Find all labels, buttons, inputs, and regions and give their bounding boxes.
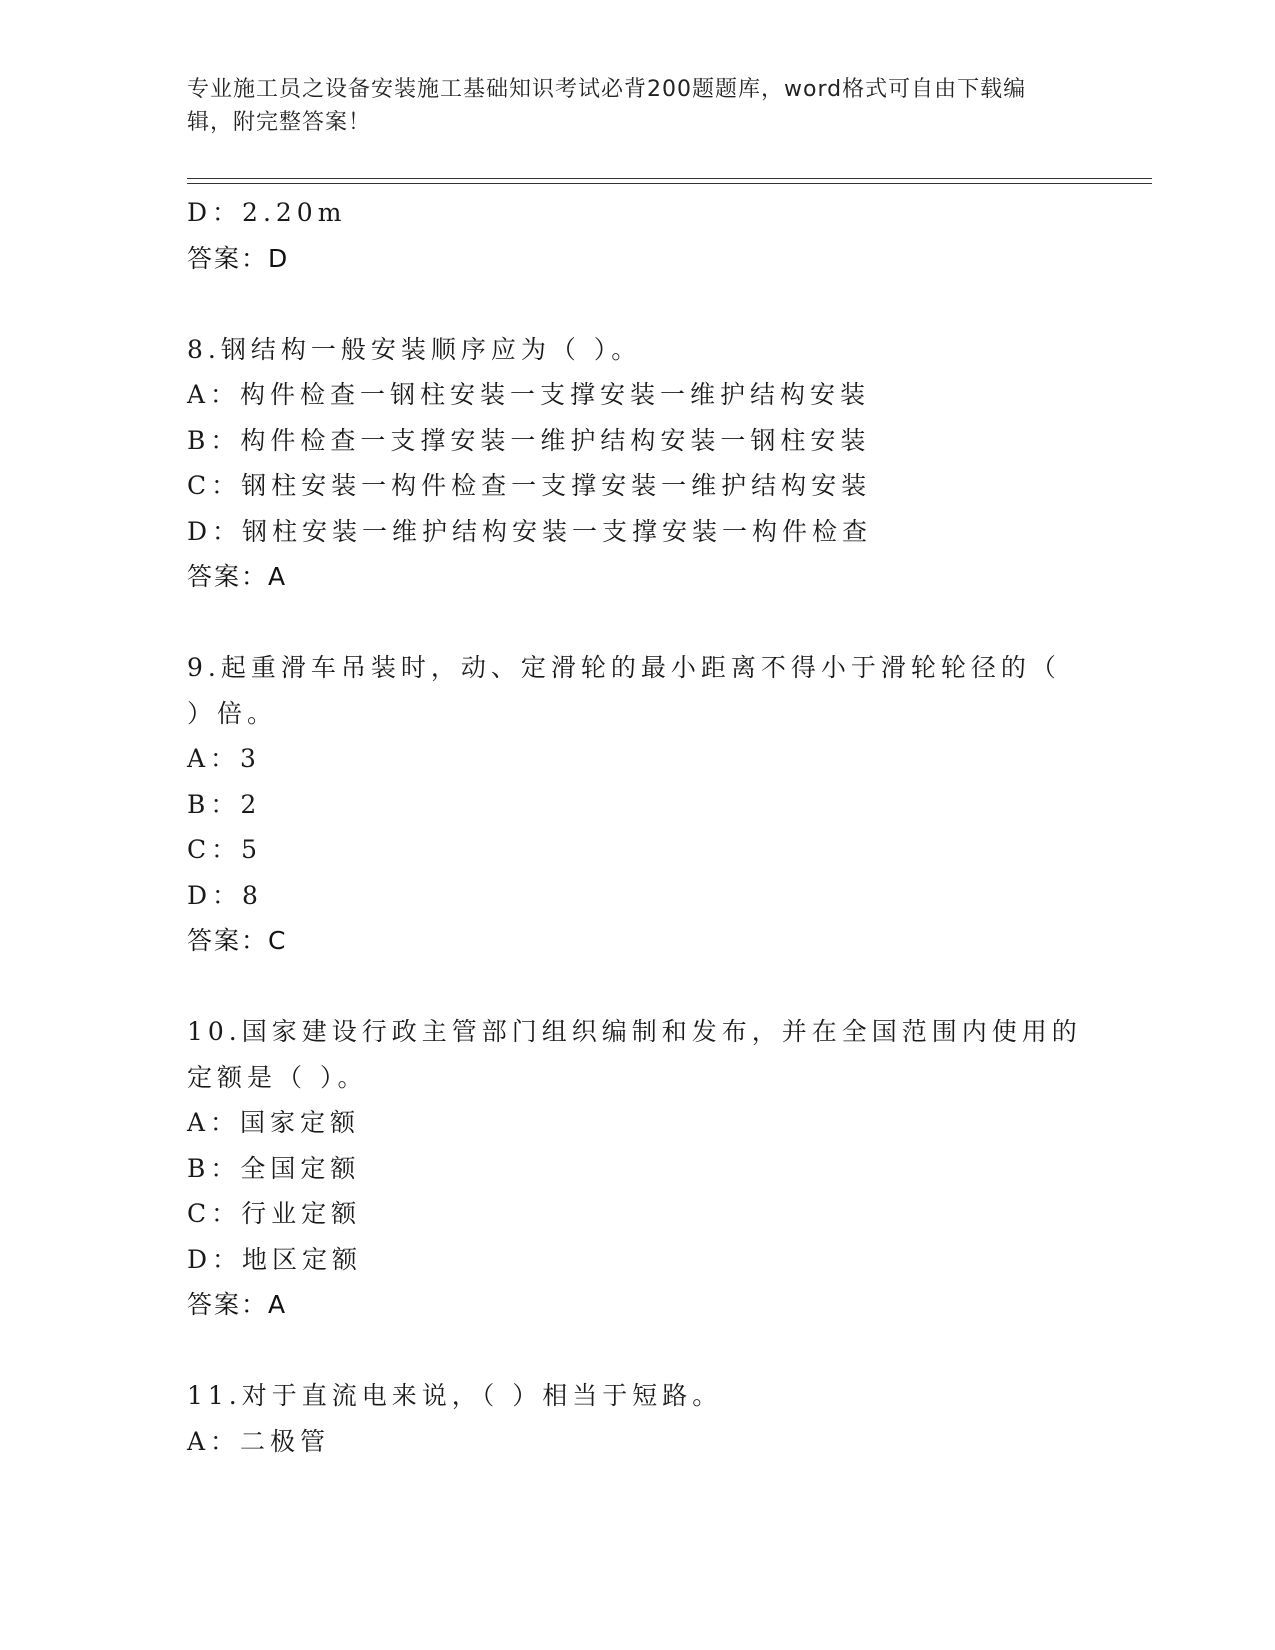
question-list bbox=[187, 190, 1087, 1464]
question-number: 11. bbox=[187, 1381, 242, 1410]
question-number: 10. bbox=[187, 1017, 242, 1046]
question-title bbox=[187, 327, 1087, 373]
option-a: A：国家定额 bbox=[187, 1108, 361, 1137]
question-block-9 bbox=[187, 645, 1087, 964]
answer-line: 答案：A bbox=[187, 1290, 288, 1319]
answer-line: 答案：C bbox=[187, 926, 288, 955]
option-b: B：构件检查一支撑安装一维护结构安装一钢柱安装 bbox=[187, 425, 871, 455]
option-c: C：行业定额 bbox=[187, 1199, 362, 1228]
option-d: D：8 bbox=[187, 880, 263, 910]
question-number: 9. bbox=[187, 653, 221, 682]
spacer bbox=[187, 964, 1087, 1010]
option-d: D：2.20m bbox=[187, 198, 347, 227]
question-text: 对于直流电来说，（ ）相当于短路。 bbox=[241, 1381, 723, 1410]
question-block-8 bbox=[187, 327, 1087, 600]
spacer bbox=[187, 600, 1087, 646]
header-rule-bottom bbox=[187, 183, 1152, 184]
header-rule-top bbox=[187, 178, 1152, 179]
question-title bbox=[187, 1373, 1087, 1419]
question-block-10 bbox=[187, 1009, 1087, 1328]
spacer bbox=[187, 281, 1087, 327]
option-a: A：构件检查一钢柱安装一支撑安装一维护结构安装 bbox=[187, 380, 871, 409]
question-block-7-continued bbox=[187, 190, 1087, 281]
question-number: 8. bbox=[187, 334, 221, 364]
option-b: B：全国定额 bbox=[187, 1153, 361, 1183]
option-c: C：钢柱安装一构件检查一支撑安装一维护结构安装 bbox=[187, 471, 872, 500]
document-header: 专业施工员之设备安装施工基础知识考试必背200题题库，word格式可自由下载编辑，附完整答案！ bbox=[187, 77, 1027, 135]
option-a: A：二极管 bbox=[187, 1426, 331, 1456]
question-block-11 bbox=[187, 1373, 1087, 1464]
question-text: 钢结构一般安装顺序应为（ ）。 bbox=[220, 334, 642, 364]
option-c: C：5 bbox=[187, 835, 263, 864]
answer-line: 答案：A bbox=[187, 562, 288, 591]
option-b: B：2 bbox=[187, 789, 262, 819]
option-a: A：3 bbox=[187, 744, 261, 773]
spacer bbox=[187, 1328, 1087, 1374]
option-d: D：地区定额 bbox=[187, 1244, 363, 1274]
question-text: 起重滑车吊装时，动、定滑轮的最小距离不得小于滑轮轮径的（ ）倍。 bbox=[187, 653, 1061, 728]
question-title bbox=[187, 645, 1087, 736]
option-d: D：钢柱安装一维护结构安装一支撑安装一构件检查 bbox=[187, 516, 873, 546]
question-text: 国家建设行政主管部门组织编制和发布，并在全国范围内使用的定额是（ ）。 bbox=[187, 1017, 1082, 1092]
question-title bbox=[187, 1009, 1087, 1100]
answer-line: 答案：D bbox=[187, 243, 290, 273]
